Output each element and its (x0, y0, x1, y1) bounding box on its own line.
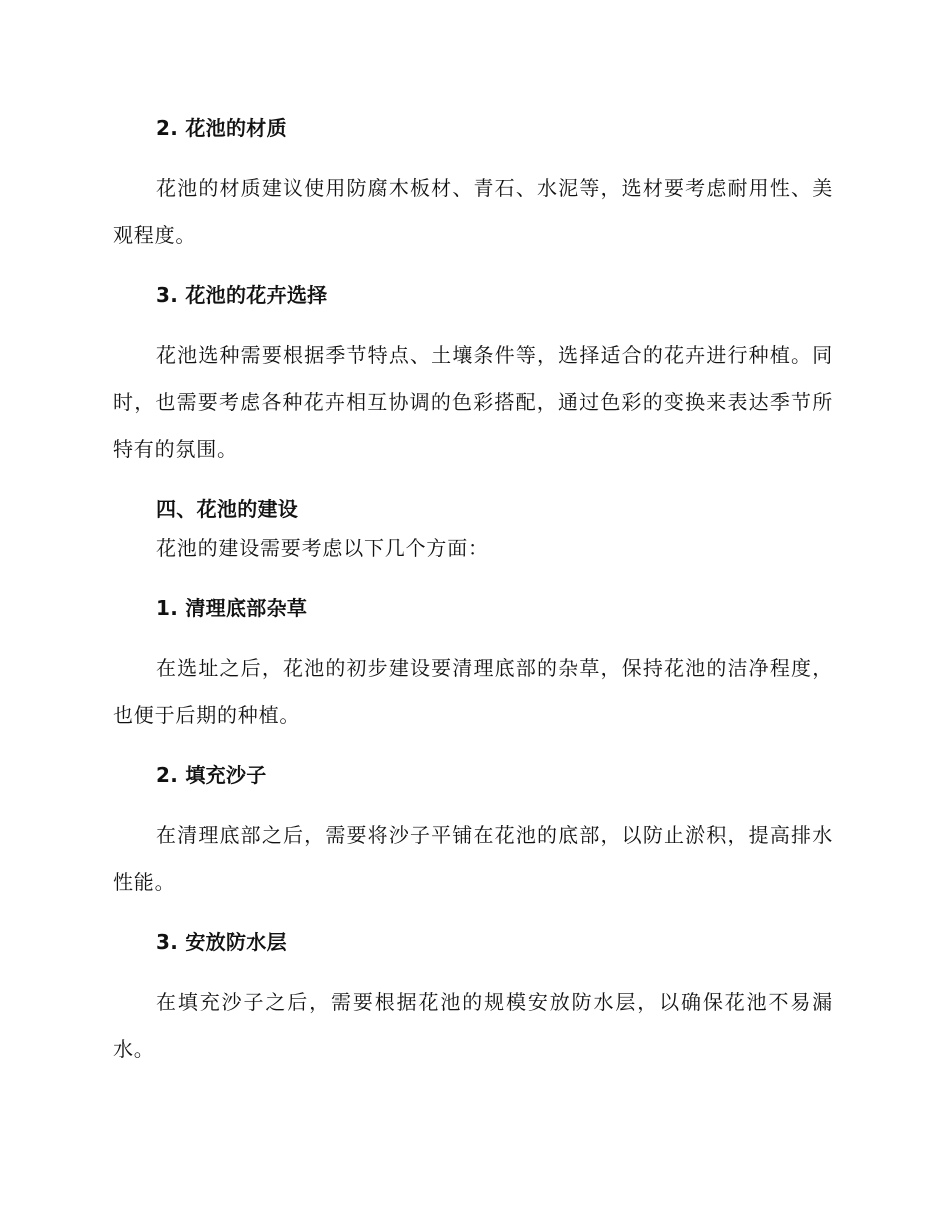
section-heading-flower-selection: 3. 花池的花卉选择 (156, 283, 328, 307)
section-paragraph-material: 花池的材质建议使用防腐木板材、青石、水泥等，选材要考虑耐用性、美观程度。 (113, 176, 833, 247)
section-paragraph-flower-selection: 花池选种需要根据季节特点、土壤条件等，选择适合的花卉进行种植。同时，也需要考虑各种花卉相互协调的色彩搭配，通过色彩的变换来表达季节所特有的氛围。 (113, 343, 833, 461)
section-heading-waterproof-layer: 3. 安放防水层 (156, 930, 287, 954)
section-paragraph-fill-sand: 在清理底部之后，需要将沙子平铺在花池的底部，以防止淤积，提高排水性能。 (113, 823, 833, 894)
section-paragraph-waterproof-layer: 在填充沙子之后，需要根据花池的规模安放防水层，以确保花池不易漏水。 (113, 990, 833, 1061)
section-paragraph-construction: 花池的建设需要考虑以下几个方面： (156, 536, 489, 560)
section-heading-fill-sand: 2. 填充沙子 (156, 763, 267, 787)
section-heading-construction: 四、花池的建设 (156, 497, 299, 521)
document-body (113, 112, 833, 1073)
section-paragraph-clear-weeds: 在选址之后，花池的初步建设要清理底部的杂草，保持花池的洁净程度，也便于后期的种植。 (113, 656, 833, 727)
section-heading-material: 2. 花池的材质 (156, 116, 287, 140)
section-heading-clear-weeds: 1. 清理底部杂草 (156, 596, 308, 620)
